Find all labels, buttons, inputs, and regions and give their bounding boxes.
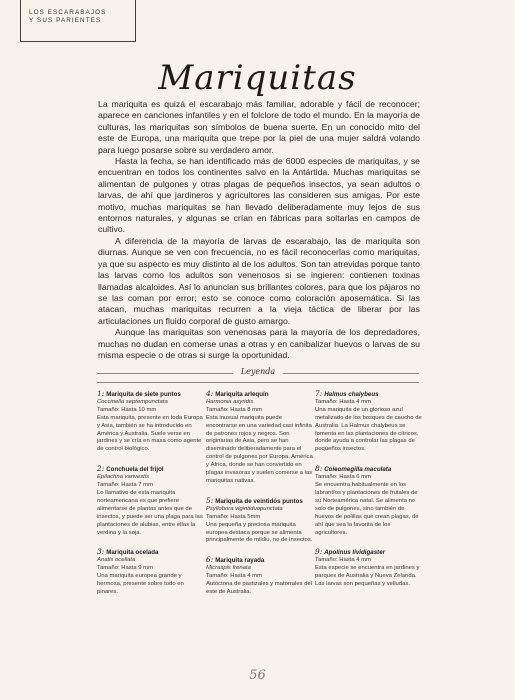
section-line-2: Y SUS PARIENTES — [29, 17, 102, 24]
entry-name: Coleomegilla maculata — [324, 466, 392, 474]
intro-paragraph: Aunque las mariquitas son venenosas para la mayoría de los depredadores, muchas no dudan en comerse unas a otras y en canibalizar huevos o larvas de su misma especie o de otras si surge la oportunidad. — [98, 327, 420, 360]
entry-name: Conchuela del frijol — [106, 466, 164, 474]
section-tab — [20, 0, 136, 42]
entry-number: 2: — [97, 464, 105, 474]
entry-number: 8: — [315, 464, 323, 474]
entry-number: 6: — [206, 555, 214, 565]
entry-size: Tamaño: Hasta 6 mm — [315, 474, 371, 481]
entry-scientific-name: Micraspis frenata — [206, 565, 251, 572]
legend-entry — [97, 465, 205, 537]
entry-description: Se encuentra habitualmente en los labrantíos y plantaciones de frutales de su Norteamérica natal. Se alimenta no solo de pulgones, sino también de huevos de polillas que crean plagas, de ahí que sea la favorita de los agricultores. — [315, 482, 419, 536]
entry-scientific-name: Epilachna varivestis — [97, 474, 150, 481]
legend-column — [97, 390, 205, 608]
entry-description: Esta especie se encuentra en jardines y parques de Australia y Nueva Zelanda. Las larvas son pequeñas y velludas. — [315, 565, 420, 588]
entry-size: Tamaño: Hasta 9 mm — [97, 565, 153, 572]
entry-name: Mariquita de siete puntos — [106, 391, 181, 398]
entry-description: Una mariquita europea grande y hermosa, presente sobre todo en pinares. — [97, 573, 184, 595]
entry-description: Una mariquita de un glorioso azul metalizado de los bosques de caucho de Australia. La Halmus chalybeus se fomenta en las plantaciones de cítricos, donde ayuda a controlar las plagas de pequeños insectos. — [315, 406, 422, 453]
entry-description: Esta mariquita, presente en toda Europa y Asia, también se ha introducido en América y Australia. Suele verse en jardines y se cría en masa como agente de control biológico. — [97, 414, 203, 453]
entry-number: 9: — [315, 547, 323, 557]
entry-scientific-name: Anatis ocellata — [97, 557, 136, 564]
entry-number: 1: — [97, 389, 105, 398]
section-line-1: LOS ESCARABAJOS — [29, 9, 107, 16]
entry-description: Lo llamativo de esta mariquita norteamericana es que prefiere alimentarse de plantas antes que de insectos, y puede ser una plaga para las plantaciones de alubias, entre ellas la verdina y la soja. — [97, 489, 203, 536]
entry-name: Mariquita ocelada — [106, 549, 159, 557]
legend-entry — [206, 497, 314, 545]
entry-size: Tamaño: Hasta 4 mm — [315, 398, 371, 405]
intro-paragraph: La mariquita es quizá el escarabajo más familiar, adorable y fácil de reconocer; aparece en canciones infantiles y en el folclore de todo el mundo. En la mayoría de culturas, las mariquitas son símbolos de buena suerte. En un conocido mito del este de Europa, una mariquita que trepe por la piel de una mujer saldrá volando para luego posarse sobre su verdadero amor. — [98, 99, 420, 155]
entry-scientific-name: Coccinella septempunctata — [97, 398, 168, 405]
legend-header — [97, 367, 419, 379]
entry-size: Tamaño: Hasta 5mm — [206, 513, 261, 520]
legend-entry — [206, 556, 314, 597]
entry-scientific-name: Psyllobora vigintiduopunctata — [206, 505, 283, 512]
legend-grid — [97, 390, 423, 608]
entry-number: 4: — [206, 389, 214, 398]
intro-paragraph: Hasta la fecha, se han identificado más de 6000 especies de mariquitas, y se encuentran en todos los continentes salvo en la Antártida. Muchas mariquitas se alimentan de pulgones y otras plagas de pequeños insectos, ya sean adultos o larvas, de ahí que jardineros y agricultores las consideren sus amigas. Por este motivo, muchas mariquitas se han llevado deliberadamente muy lejos de sus entornos naturales, y algunas se crían en fábricas para soltarlas en campos de cultivo. — [98, 156, 420, 235]
entry-size: Tamaño: Hasta 4 mm — [315, 557, 371, 564]
legend-divider — [97, 382, 419, 383]
entry-size: Tamaño: Hasta 7 mm — [97, 482, 153, 489]
legend-entry — [206, 390, 314, 486]
legend-column — [206, 390, 314, 608]
intro-paragraph: A diferencia de la mayoría de larvas de escarabajo, las de mariquita son diurnas. Aunque se ven con frecuencia, no es fácil reconocerlas como mariquitas, ya que su aspecto es muy distinto al de los adultos. Son tan atrevidas porque tanto las larvas como los adultos son venenosos si se ingieren: contienen toxinas llamadas alcaloides. Así lo anuncian sus brillantes colores, para que los pájaros no se las coman por error; esto se conoce como coloración aposemática. Si las atacan, muchas mariquitas recurren a la vieja táctica de liberar por las articulaciones un fluido corporal de gusto amargo. — [98, 235, 420, 326]
entry-name: Apolinus lividigaster — [324, 549, 386, 557]
page-title: Mariquitas — [158, 58, 357, 98]
entry-name: Halmus chalybeus — [324, 391, 379, 398]
entry-description: Autóctona de pastizales y matorrales del este de Australia. — [206, 581, 313, 595]
legend-label: Leyenda — [233, 367, 283, 376]
legend-entry — [315, 548, 423, 589]
page-number: 56 — [249, 668, 266, 683]
entry-size: Tamaño: Hasta 10 mm — [97, 406, 157, 413]
entry-scientific-name: Harmonia axyridis — [206, 398, 254, 405]
entry-name: Mariquita rayada — [215, 557, 265, 565]
entry-number: 5: — [206, 495, 214, 505]
legend-entry — [315, 465, 423, 537]
legend-entry — [97, 390, 205, 454]
entry-size: Tamaño: Hasta 4 mm — [206, 573, 262, 580]
entry-number: 3: — [97, 547, 105, 557]
entry-description: Esta inusual mariquita puede encontrarse en una variedad casi infinita de patrones rojos y negros. Son originarias de Asia, pero se han diseminado deliberadamente para el control de pulgones por Europa, América y África, donde se han convertido en plagas invasoras y suelen comerse a las mariquitas nativas. — [206, 414, 313, 484]
legend-entry — [315, 390, 423, 454]
entry-number: 7: — [315, 389, 323, 398]
legend-column — [315, 390, 423, 608]
intro-text — [98, 99, 420, 361]
entry-size: Tamaño: Hasta 8 mm — [206, 406, 262, 413]
entry-description: Una pequeña y preciosa mariquita europea destaca porque se alimenta principalmente de mildiu, no de insectos. — [206, 521, 313, 544]
legend-entry — [97, 548, 205, 596]
entry-name: Mariquita arlequín — [215, 391, 269, 398]
entry-name: Mariquita de veintidós puntos — [215, 497, 303, 505]
